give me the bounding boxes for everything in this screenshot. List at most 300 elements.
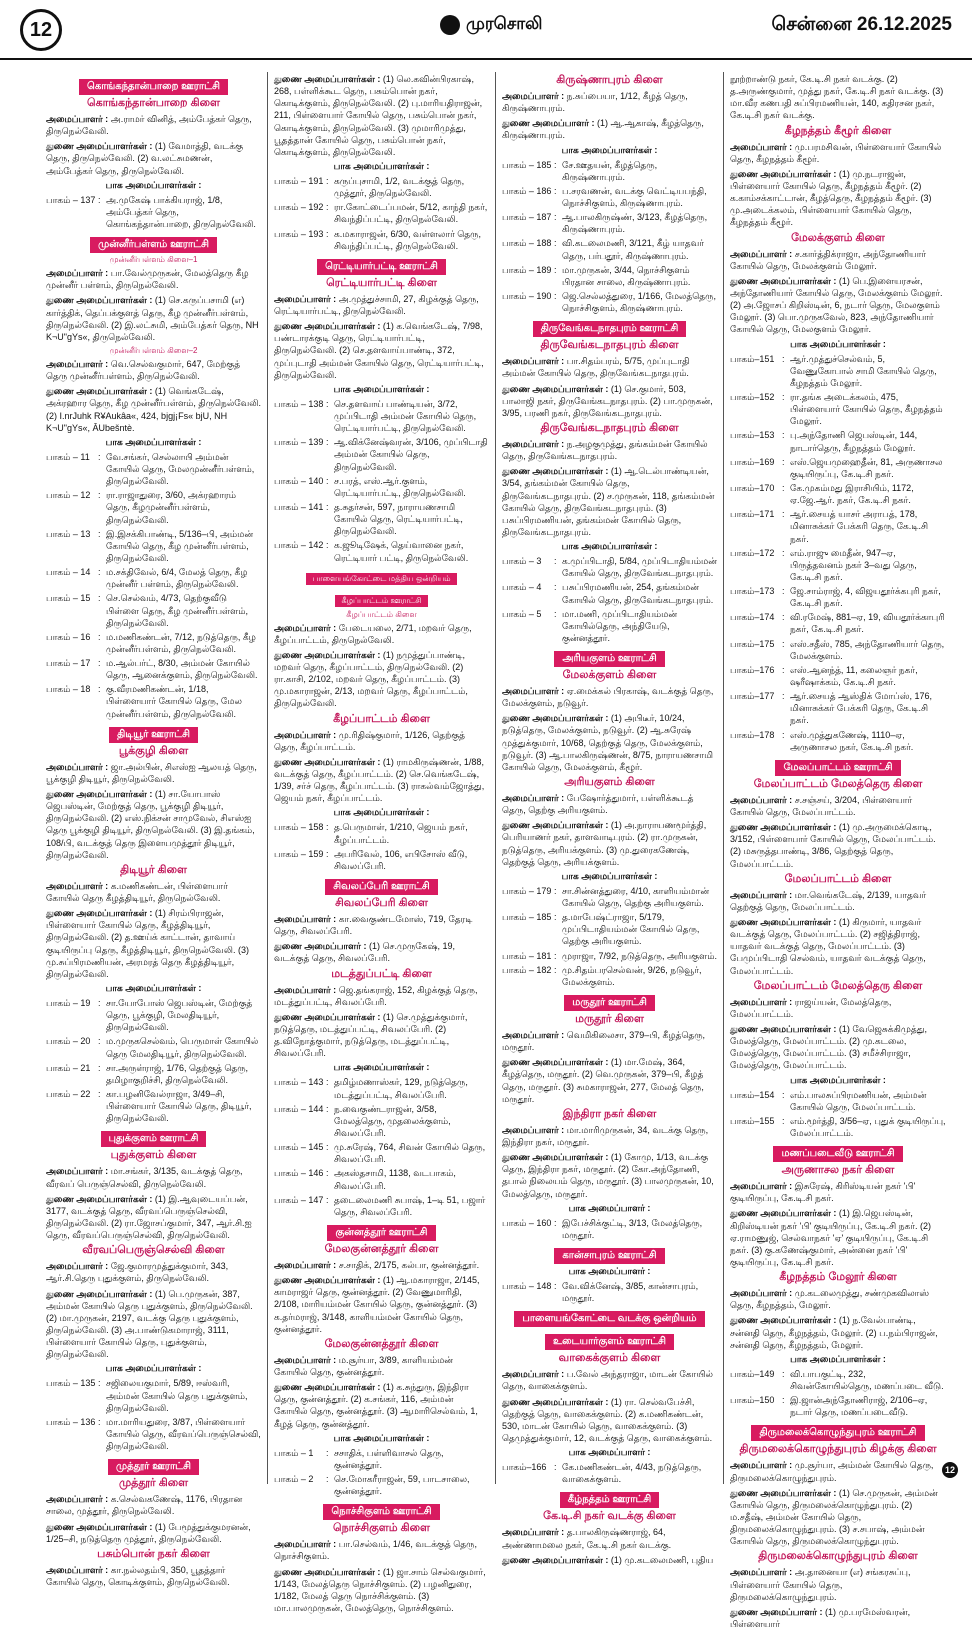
booth-number: பாகம் – 158 [274,822,324,833]
booth-row [274,201,489,225]
role-label: அமைப்பாளர் : [502,438,565,449]
booth-row [46,1416,261,1452]
organiser-entry [730,141,946,165]
role-label: துணை அமைப்பாளர்கள் : [46,1193,153,1204]
organiser-details: (1) ஆ.டெல்பாண்டியன், 3/54, தங்கம்மன் கோயில் தெரு, திருவேங்கடநாதபுரம். (2) ச.முருகன், 118, தங்கம்மன் கோயில் தெரு, திருவேங்கடநாதபுரம். (3) பசுப்பிரமணியன், தங்கம்மன் கோயில் தெரு, திருவேங்கடநாதபுரம். [502,466,715,537]
organiser-entry [502,117,717,141]
booth-row [274,436,489,472]
section-heading-label: நொச்சிகுளம் ஊராட்சி [323,1504,439,1520]
role-label: துணை அமைப்பாளர்கள் : [502,820,609,831]
organiser-details: (1) இ.ஜெபஸ்டின், கிறிஸ்டியன் நகர் 'பி' குடியிருப்பு, கே.டி.சி நகர். (2) ஏ.ராமணுஜ், செல்வாநகர் 'ஏ' குடியிருப்பு, கே.டி.சி நகர். (3) கு.கணேஷ்குமார், அன்னை நகர் 'பி' குடியிருப்பு, கே.டி.சி நகர். [730,1208,931,1267]
organiser-details: நூற்றாண்டு நகர், கே.டி.சி நகர் வடக்கு. (2) த.அருண்குமார், முத்து நகர், கே.டி.சி நகர் வடக்கு. (3) மா.வீர கணபதி சுப்பிரமணியன், 140, கதிரசன நகர், கே.டி.சி நகர் வடக்கு. [730,74,944,121]
booth-number: பாகம் – 15 [46,593,91,604]
organiser-details: அ.தானையா (எ) சங்கரசுப்பு, பிள்ளையார் கோயில் தெரு, திருமலைக்கொழுந்துபுரம். [730,1567,911,1602]
section-heading-label: கான்சாபுரம் ஊராட்சி [554,1248,664,1264]
organiser-details: (1) பேமூத்துக்குமரனன், 1/25–சி, நடுத்தெரு முத்தூர், திருநெல்வேலி. [46,1521,251,1544]
booth-row [46,528,261,564]
branch-title: திருவேங்கடநாதபுரம் கிளை [540,421,679,434]
booth-colon: : [98,1416,101,1427]
booth-number: பாகம் – 193 [274,228,324,239]
booth-row [502,159,717,183]
branch-title: பசும்பொன் நகர் கிளை [97,1547,210,1560]
booth-number: பாகம்–170 [730,482,775,493]
role-label: அமைப்பாளர் : [730,1460,793,1471]
booth-number: பாகம் – 185 [502,912,552,923]
booth-number: பாகம்–154 [730,1089,775,1100]
organiser-entry [274,1274,489,1335]
section-heading [502,1489,717,1508]
organiser-details: மா.மாரிமுருகன், 34, வடக்கு தெரு, இந்திரா நகர், மருதூர். [502,1124,709,1147]
organiser-details: (1) மு.அருமைக்கொடி, 3/152, பிள்ளையார் கோயில் தெரு, மேலப்பாட்டம். (2) மசுருத்தபாண்டி, 3/86, தெற்குத் தெரு, மேலப்பாட்டம். [730,822,936,869]
booth-list-heading: பாக அமைப்பாளர்கள் : [790,1353,886,1364]
section-heading [46,76,261,95]
booth-organiser: க.முப்பிடாதி, 5/84, முப்பிடாதியம்மன் கோயில் தெரு, திருவேங்கடநாதபுரம். [562,556,717,579]
booth-number: பாகம் – 189 [502,264,552,275]
booth-row [274,475,489,499]
organiser-details: (1) சா.யோபாஸ் ஜெபஸ்டின், மேற்குத் தெரு, பூக்குழி திடியூர், திருநெல்வேலி. (2) எஸ்.நிக்சன் சாமுவேல், சிஎஸ்ஐ தெரு பூக்குழி திடியூர், திருநெல்வேலி. (3) இ.தங்கம், 108/பி, வடக்குத் தெரு இளையமுத்தூர் திடியூர், திருநெல்வேலி. [46,789,255,860]
booth-organiser: சா.அருள்ராஜ், 1/76, தெற்குத் தெரு, தமிழாகுறிச்சி, திருநெல்வேலி. [106,1062,249,1085]
booth-list-heading: பாக அமைப்பாளர்கள் : [333,1062,430,1073]
role-label: அமைப்பாளர் : [46,114,109,124]
booth-number: பாகம் – 181 [502,950,552,961]
section-heading-label: மேலப்பாட்டம் ஊராட்சி [775,760,900,776]
organiser-details: மா.வெங்கடேஷ், 2/139, யாதவர் தெற்குத் தெரு, மேலப்பாட்டம். [730,889,927,912]
organiser-details: கா.வைகுண்டமோஸ், 719, தேரடி தெரு, சிவலப்பேரி. [274,914,473,937]
role-label: துணை அமைப்பாளர்கள் : [502,1554,609,1565]
rising-sun-icon [440,15,460,35]
section-heading [502,1245,717,1264]
booth-list-heading: பாக அமைப்பாளர்கள் : [790,1074,886,1085]
role-label: அமைப்பாளர் : [274,622,337,633]
role-label: துணை அமைப்பாளர்கள் : [46,789,153,800]
booth-colon: : [326,1077,329,1088]
role-label: அமைப்பாளர் : [502,91,565,101]
organiser-details: (1) ஆ.மகாராஜா, 2/145, காமராஜர் தெரு, குன்னத்தூர். (2) வேணுமாரிதி, 2/108, மாரியம்மன் கோயில் தெரு, குன்னத்தூர். (3) க.தர்மராஜ், 3/148, காளியம்மன் கோயில் தெரு, குன்னத்தூர். [274,1275,480,1334]
branch-title: இந்திரா நகர் கிளை [562,1107,657,1120]
booth-colon: : [782,1395,785,1406]
booth-organiser: கருப்புசாமி, 1/2, வடக்குத் தெரு, முத்தூர், திருநெல்வேலி. [334,175,465,199]
booth-row [730,547,946,583]
booth-number: பாகம் – 21 [46,1062,91,1073]
organiser-details: அ.முத்துச்சாமி, 27, கிழக்குத் தெரு, ரெட்டியார்பட்டி, திருநெல்வேலி. [274,293,479,316]
booth-colon: : [98,1036,101,1047]
organiser-details: இசுரேஷ், கிரிஸ்டியன் நகர் 'பி' குடியிருப்பு, கே.டி.சி நகர். [730,1181,916,1204]
booth-colon: : [554,556,557,567]
section-heading-label: திருமலைக்கொழுந்துபுரம் ஊராட்சி [751,1425,924,1441]
booth-number: பாகம் – 143 [274,1077,324,1088]
booth-organiser: செ.தளவாய் பாண்டியன், 3/72, முப்பிடாதி அம்மன் கோயில் தெரு, ரெட்டியார்பட்டி, திருநெல்வேலி. [334,398,477,434]
booth-number: பாகம் – 139 [274,437,324,448]
organiser-entry [502,685,717,709]
booth-colon: : [554,212,557,223]
booth-number: பாகம்–171 [730,509,775,520]
section-heading-label: முன்னீர்பள்ளம் ஊராட்சி [90,237,217,253]
booth-organiser: வே.சங்கர், செல்லாயி அம்மன் கோயில் தெரு, மேலமுன்னீர்பள்ளம், திருநெல்வேலி. [106,451,255,487]
role-label: அமைப்பாளர் : [730,1181,793,1192]
booth-organiser: க.ஜூடிஷேக், தெய்வானை நகர், ரெட்டியார் பட்டி, திருநெல்வேலி. [334,540,469,563]
booth-colon: : [554,912,557,923]
organiser-entry [46,1165,261,1189]
booth-colon: : [326,175,329,186]
booth-row [274,1473,489,1497]
role-label: அமைப்பாளர் : [46,1261,109,1272]
organiser-details: (1) நமுத்துப்பாண்டி, மறவர் தெரு, கீழப்பாட்டம், திருநெல்வேலி. (2) ரா.காசி, 2/102, மறவர் தெரு, கீழப்பாட்டம். (3) மு.மகாராஜன், 2/13, மறவர் தெரு, கீழப்பாட்டம், திருநெல்வேலி. [274,649,468,709]
booth-row [730,508,946,544]
role-label: துணை அமைப்பாளர்கள் : [730,917,837,928]
organiser-entry [274,756,489,805]
section-heading-label: சிவலப்பேரி ஊராட்சி [325,879,437,895]
booth-colon: : [782,509,785,520]
role-label: துணை அமைப்பாளர்கள் : [274,321,381,332]
booth-organiser: செ.மோகரீராஜன், 59, பாடசாலை, குன்னத்தூர். [334,1473,470,1497]
organiser-details: (1) மா.மேஷ், 364, கீழத்தெரு, மருதூர். (2) வெ.முருகன், 379–பி, கீழத் தெரு, மருதூர். (3) சுமகாராஜன், 277, மேலத் தெரு, மருதூர். [502,1057,704,1104]
section-heading-label: மணப்படைவீடு ஊராட்சி [773,1146,902,1162]
booth-number: பாகம்–152 [730,391,775,402]
booth-list-heading: பாக அமைப்பாளர்கள் : [105,179,202,190]
role-label: அமைப்பாளர் : [502,686,565,697]
column-2 [268,72,496,1613]
organiser-details: (1) பெ.இளையரசன், அந்தோணியார் கோயில் தெரு, மேலக்குளம் மேலூர். (2) அ.ஜோசப் கிறிஸ்டின், 6, நடார் தெரு, மேலகுளம் மேலூர். (3) பொ.முருகவேல், 823, அந்தோணியார் கோயில் தெரு, மேலகுளம் மேலூர். [730,275,943,335]
booth-colon: : [782,456,785,467]
booth-number: பாகம் – 11 [46,451,90,462]
booth-colon: : [782,612,785,623]
section-heading-label: திடியூர் ஊராட்சி [109,727,198,743]
organiser-entry [730,794,946,818]
organiser-entry [502,712,717,773]
branch-title: அரியகுளம் கிளை [564,776,655,789]
booth-number: பாகம்–151 [730,353,775,364]
booth-colon: : [98,490,101,501]
booth-organiser: எம்.மூர்த்தி, 3/56–ஏ, புதுக் குடியிருப்பு, மேலப்பாட்டம். [790,1115,946,1138]
organiser-entry [46,267,261,291]
organiser-entry [274,913,489,937]
section-heading-label: கொங்கந்தான்பாறை ஊராட்சி [79,79,228,95]
booth-number: பாகம் – 186 [502,185,552,196]
booth-number: பாகம் – 135 [46,1378,96,1389]
booth-organiser: மா.முருகன், 3/44, நொச்சிகுளம் பிரதான சாலை, கிருஷ்ணாபுரம். [562,264,691,287]
booth-organiser: வி.கடலைமணி, 3/121, கீழ் யாதவர் தெரு, பர்பதூர், கிருஷ்ணாபுரம். [562,238,704,261]
booth-row [274,228,489,252]
branch-subtitle: கீழப்பாட்டம் கிளை [346,609,417,619]
booth-organiser: ரா.ராஜாதுரை, 3/60, அக்ரஹாரம் தெரு, கீழமுன்னீர்பள்ளம், திருநெல்வேலி. [106,490,236,525]
booth-colon: : [782,691,785,702]
organiser-details: (1) க.வெங்கடேஷ், 7/98, பண்டாரக்குடி தெரு, ரெட்டியார்பட்டி, திருநெல்வேலி. (2) செ.தளவாய்பாண்டி, 372, முப்புடாதி அம்மன் கோயில் தெரு, ரெட்டியார்பட்டி, திருநெல்வேலி. [274,321,484,380]
booth-organiser: வி.பாபகுட்டி, 232, சிவன்கோயில்தெரு, மணப்படை வீடு. [790,1368,944,1391]
booth-list-heading: பாக அமைப்பாளர்கள் : [790,338,886,349]
booth-organiser: கே.மணிகண்டன், 4/43, நடுத்தெரு, வாகைக்குளம். [562,1462,702,1485]
organiser-entry [730,1459,946,1483]
booth-organiser: மா.மணி, முப்பிடாதியம்மன் கோயில்தெரு, அந்தியேடு, குன்னத்தூர். [562,608,678,643]
organiser-details: (1) ஜா.சாம் செல்வகுமார், 1/143, மேலத்தெரு நொச்சிகுளம். (2) பழனிதுரை, 1/182, மேலத் தெரு நொச்சிக்குளம். (3) மா.பாலமுருகன், மேலத்தெரு, நொச்சிகுளம். [274,1566,486,1613]
role-label: துணை அமைப்பாளர்கள் : [502,383,609,394]
booth-colon: : [98,567,101,578]
booth-colon: : [782,664,785,675]
branch-title: கே.டி.சி நகர் வடக்கு கிளை [543,1510,676,1523]
booth-number: பாகம்–177 [730,691,775,702]
organiser-details: அ.ராமர் வினித், அம்பேத்கர் தெரு, திருநெல்வேலி. [46,114,252,137]
booth-colon: : [782,482,785,493]
organiser-details: மு.ரிதிஷ்குமார், 1/126, தெற்குத் தெரு, கீழப்பாட்டம். [274,729,466,752]
organiser-entry [502,1396,717,1445]
role-label: துணை அமைப்பாளர்கள் : [730,275,837,286]
booth-row [730,429,946,453]
booth-organiser: அ.முகேஷ் பாக்கியராஜ், 1/8, அம்பேத்கர் தெரு, கொங்கந்தான்பாறை, திருநெல்வேலி. [106,194,256,229]
booth-organiser: சஜிலையகுமார், 5/89, ஈஸ்வரி, அம்மன் கோயில் தெரு புதுக்குளம், திருநெல்வேலி. [106,1378,248,1413]
booth-number: பாகம் – 144 [274,1103,324,1114]
role-label: அமைப்பாளர் : [46,761,109,772]
booth-organiser: சா.சின்னத்துரை, 4/10, காளியம்மான் கோயில் தெரு, தெற்கு அரியகுளம். [562,885,710,909]
organiser-details: ஜெ.தங்கராஜ், 152, கிழக்குத் தெரு, மடத்துப்பட்டி, சிவலப்பேரி. [274,984,478,1007]
section-heading [46,724,261,743]
branch-title: ரெட்டியார்பட்டி கிளை [326,276,437,289]
booth-colon: : [326,848,329,859]
organiser-details: ஏ.மைக்கல் பிரகாஷ், வடக்குத் தெரு, மேலக்குளம், நடுவூர். [502,686,714,709]
organiser-details: ச.சஞ்சய், 3/204, பிள்ளையார் கோயில் தெரு, மேலப்பாட்டம். [730,794,913,818]
booth-colon: : [98,1378,101,1389]
booth-row [502,211,717,235]
role-label: துணை அமைப்பாளர்கள் : [46,1521,153,1532]
booth-row [502,555,717,579]
role-label: அமைப்பாளர் : [46,268,109,279]
booth-colon: : [326,437,329,448]
booth-colon: : [554,608,557,619]
organiser-entry [730,1287,946,1311]
organiser-entry [730,916,946,977]
booth-row [274,501,489,537]
role-label: அமைப்பாளர் : [502,793,565,804]
organiser-details: கா.நல்லதம்பி, 350, பூதத்தார் கோயில் தெரு, கொடிக்குளம், திருநெல்வேலி. [46,1564,230,1587]
section-heading [274,256,489,275]
booth-number: பாகம் – 22 [46,1089,91,1099]
booth-number: பாகம் – 142 [274,540,324,551]
role-label: அமைப்பாளர் : [46,358,109,369]
booth-colon: : [326,475,329,486]
section-heading [46,1128,261,1147]
booth-number: பாகம் – 145 [274,1142,324,1153]
booth-number: பாகம் – 141 [274,501,324,512]
booth-number: பாகம் – 182 [502,964,552,975]
booth-organiser: எஸ்.ஜெயமுஹைதீன், 81, அருணாசல குடியிருப்பு, கே.டி.சி நகர். [790,456,943,479]
booth-number: பாகம் – 187 [502,212,552,223]
organiser-entry [730,1566,946,1602]
booth-colon: : [326,202,329,213]
booth-row [730,611,946,635]
organiser-entry [46,385,261,434]
organiser-entry [730,1023,946,1072]
booth-number: பாகம் – 160 [502,1217,552,1228]
section-subheading-label: கீழப்பாட்டம் ஊராட்சி [335,595,427,607]
role-label: துணை அமைப்பாளர்கள் : [274,1275,381,1286]
organiser-details: ஜா.அல்பின், சிஎஸ்ஐ ஆலயத் தெரு, பூக்குழி திடியூர், திருநெல்வேலி. [46,761,257,784]
section-heading [730,1143,946,1162]
booth-number: பாகம்–155 [730,1115,775,1126]
organiser-entry [274,1566,489,1615]
booth-colon: : [98,998,101,1009]
role-label: துணை அமைப்பாளர்கள் : [46,386,153,397]
branch-title: வாகைக்குளம் கிளை [558,1352,661,1365]
role-label: துணை அமைப்பாளர்கள் : [730,168,837,179]
booth-colon: : [554,582,557,593]
role-label: அமைப்பாளர் : [46,880,109,891]
booth-number: பாகம் – 138 [274,398,324,409]
organiser-details: (1) வெங்கடேஷ், அக்ரஹார தெரு, கீழ முன்னீர்பள்ளம், திருநெல்வேலி. (2) I.nrJuhk R¥Aukâa«, 424, bjgj¡Fs« bjU, NH K¬U"gYs«, ÂUbešntè. [46,386,261,433]
role-label: அமைப்பாளர் : [502,356,565,367]
role-label: அமைப்பாளர் : [730,141,793,152]
section-heading-label: குன்னத்தூர் ஊராட்சி [327,1225,435,1241]
branch-title: திருமலைக்கொழுந்துபுரம் கிழக்கு கிளை [739,1443,937,1456]
booth-list-heading: பாக அமைப்பாளர்கள் : [333,807,430,818]
organiser-entry [502,792,717,816]
section-heading [730,757,946,776]
organiser-entry [730,1180,946,1204]
branch-title: திருவேங்கடநாதபுரம் கிளை [540,339,679,352]
booth-organiser: ஆர்.முத்துச்செல்வம், 5, வேணுகோபால் சாமி கோயில் தெரு, கீழநத்தம் மேலூர். [790,353,937,388]
role-label: அமைப்பாளர் : [274,914,337,925]
section-heading-label: கீழ்நத்தம் ஊராட்சி [560,1492,659,1508]
booth-colon: : [98,593,101,604]
organiser-details: (1) இ.ஆவுடையப்பன், 3177, வடக்குத் தெரு, வீரவப்பெருஞ்செல்வி, திருநெல்வேலி. (2) ரா.ஜோசப்குமார், 347, ஆர்.சி.ஐ தெரு, வீரவப்பெருஞ்செல்வி, திருநெல்வேலி. [46,1193,252,1241]
organiser-entry [46,140,261,176]
organiser-entry [46,1521,261,1545]
role-label: அமைப்பாளர் : [274,1259,337,1270]
organiser-entry [274,729,489,753]
branch-title: மேலப்பாட்டம் மேலத்தெரு கிளை [753,777,923,790]
organiser-entry [46,1260,261,1284]
booth-organiser: ம.ஆல்பர்ட், 8/30, அம்மன் கோயில் தெரு, ஆனைக்குளம், திருநெல்வேலி. [106,658,258,681]
organiser-entry [274,1354,489,1378]
organiser-details: த.பாலகிருஷ்ணராஜ், 64, அண்ணாமலை நகர், கே.டி.சி நகர் வடக்கு. [502,1527,672,1550]
booth-row [502,885,717,909]
role-label: அமைப்பாளர் : [274,293,337,304]
organiser-details: ந.அழகுமுத்து, தங்கம்மன் கோயில் தெரு, திருவேங்கடநாதபுரம். [502,438,708,462]
booth-organiser: எம்.பாலசுப்பிரமணியன், அம்மன் கோயில் தெரு, மேலப்பாட்டம். [790,1089,927,1112]
organiser-details: (1) ந.வேல்பாண்டி, சன்னதி தெரு, கீழநத்தம், மேலூர். (2) ப.நம்பிராஜன், சன்னதி தெரு, கீழநத்தம், மேலூர். [730,1315,938,1350]
booth-number: பாகம் – 136 [46,1416,96,1427]
booth-colon: : [782,353,785,364]
booth-organiser: வே.விக்னேஷ், 3/85, கான்சாபுரம், மருதூர். [562,1280,699,1304]
booth-colon: : [326,501,329,512]
organiser-entry [730,1487,946,1548]
role-label: துணை அமைப்பாளர்கள் : [730,1315,837,1326]
booth-colon: : [782,430,785,441]
booth-organiser: சா.யோபோஸ் ஜெபஸ்டின், மேற்குத் தெரு, பூக்குழி, மேலதிடியூர், திருநெல்வேலி. [106,998,253,1033]
booth-row [730,482,946,506]
booth-number: பாகம் – 14 [46,567,91,578]
organiser-entry [730,248,946,272]
branch-title: மடத்துப்பட்டி கிளை [331,967,432,980]
booth-row [502,185,717,209]
booth-colon: : [782,1089,785,1100]
booth-row [502,290,717,314]
organiser-details: ந.சுப்பையா, 1/12, கீழத் தெரு, கிருஷ்ணாபுரம். [502,91,688,114]
booth-organiser: கு.வீரமணிகண்டன், 1/18, பிள்ளையார் கோயில் தெரு, மேல முன்னீர்பள்ளம், திருநெல்வேலி. [106,684,242,719]
booth-organiser: த.பெருமாள், 1/210, ஜெயம் நகர், கீழப்பாட்டம். [334,822,468,845]
booth-row [46,592,261,628]
organiser-details: (1) ராமகிருஷ்ணன், 1/88, வடக்குத் தெரு, கீழப்பாட்டம். (2) செ.வெங்கடேஷ், 1/39, சர்ச் தெரு, கீழப்பாட்டம். (3) ராகல்வம்ஜோத்து, ஜெயம் நகர், கீழப்பாட்டம். [274,756,485,804]
organiser-entry [274,320,489,381]
branch-title: மேலப்பாட்டம் கிளை [784,872,892,885]
booth-number: பாகம் – 20 [46,1036,91,1047]
organiser-entry [46,761,261,785]
booth-colon: : [554,1280,557,1291]
organiser-details: ம.சூர்யா, 3/89, காளியம்மன் கோயில் தெரு, குன்னத்தூர். [274,1354,454,1377]
role-label: துணை அமைப்பாளர்கள் : [274,1566,381,1577]
booth-colon: : [554,264,557,275]
booth-colon: : [326,1168,329,1179]
organiser-details: (1) ரா. செல்வபேச்சி, தெற்குத் தெரு, வாகைக்குளம். (2) க.மணிகண்டன், 530, மாடன் கோயில் தெரு, வாகைக்குளம். (3) தெமுத்துக்குமார், 12, வடக்குத் தெரு, வாகைக்குளம். [502,1396,713,1443]
role-label: துணை அமைப்பாளர்கள் : [274,1011,381,1022]
booth-row [46,1035,261,1059]
booth-row [730,391,946,427]
booth-row [274,398,489,434]
organiser-entry [274,940,489,964]
section-subheading [274,568,489,586]
organiser-details: ஜே.குமாரமுத்துக்குமார், 343, ஆர்.சி.தெரு புதுக்குளம், திருநெல்வேலி. [46,1261,229,1284]
booth-organiser: ம.மணிகண்டன், 7/12, நடுத்தெரு, கீழ முன்னீர்பள்ளம், திருநெல்வேலி. [106,631,256,654]
booth-row [46,566,261,590]
booth-organiser: முராஜா, 7/92, நடுத்தெரு, அரியகுளம். [562,950,717,961]
organiser-details: பா.சிதம்பரம், 5/75, முப்புடாதி அம்மன் கோயில் தெரு, திருவேங்கடநாதபுரம். [502,356,690,379]
booth-colon: : [554,238,557,249]
organiser-details: (1) சிரம்பிராஜன், பிள்ளையார் கோயில் தெரு, கீழத்திடியூர், திருநெல்வேலி. (2) த.ஊய்க் காட்டான், தாவாய் குடியிருப்பு தெரு, கீழத்திடியூர், திருநெல்வேலி. (3) மு.சுப்பிரமணியன், அரமரத் தெரு கீழத்திடியூர், திருநெல்வேலி. [46,908,249,979]
section-heading [502,318,717,337]
booth-number: பாகம்–173 [730,586,775,597]
role-label: துணை அமைப்பாளர்கள் : [730,1024,837,1034]
organiser-details: மா.சங்கர், 3/135, வடக்குத் தெரு, வீரவப் பெருஞ்செல்வி, திருநெல்வேலி. [46,1166,243,1189]
booth-row [274,1167,489,1191]
role-label: துணை அமைப்பாளர்கள் : [274,1382,381,1393]
role-label: துணை அமைப்பாளர்கள் : [274,649,381,660]
organiser-details: மு.சூர்யா, அம்மன் கோயில் தெரு, திருமலைக்கொழுந்துபுரம். [730,1460,934,1483]
booth-organiser: ஆ.விக்னேஷ்வரன், 3/106, முப்பிடாதி அம்மன் கோயில் தெரு, திருநெல்வேலி. [334,437,488,472]
booth-row [502,608,717,644]
organiser-details: (1) ஆ.ஆகாஷ், கீழத்தெரு, கிருஷ்ணாபுரம். [502,118,704,141]
column-3 [496,72,724,1565]
booth-row [502,911,717,947]
organiser-entry [730,1314,946,1350]
booth-organiser: மு.சிதம்பரசெல்வன், 9/26, நடுவூர், மேலக்குளம். [562,964,702,987]
section-heading [502,648,717,667]
booth-list-heading: பாக அமைப்பாளர்கள் : [105,1363,202,1374]
booth-row [730,1394,946,1418]
booth-row [274,1103,489,1139]
booth-number: பாகம் – 19 [46,998,91,1009]
booth-number: பாகம் – 147 [274,1194,324,1205]
booth-organiser: தடைலைமணி சுபாஷ், 1–டி 51, பஜார் தெரு, சிவலப்பேரி. [334,1194,486,1217]
organiser-details: (1) மு.நடராஜன், பிள்ளையார் கோயில் தெரு, கீழநத்தம் கீழூர். (2) க.காம்சக்காட்டான், கீழத்தெரு, கீழநத்தம் கீழூர். (3) மு.அடைக்கலம், பிள்ளையார் கோயில் தெரு, கீழநத்தம் கீழூர். [730,168,932,228]
booth-number: பாகம் – 4 [502,582,542,593]
branch-title: மருதூர் கிளை [575,1013,644,1026]
branch-title: கீழநத்தம் கீழூர் கிளை [784,124,892,137]
organiser-entry [730,168,946,229]
branch-title: வீரவப்பெருஞ்செல்வி கிளை [82,1244,225,1257]
booth-list-heading: பாக அமைப்பாளர்கள் : [105,983,202,994]
role-label: அமைப்பாளர் : [46,1564,109,1575]
section-heading-label: அரியகுளம் ஊராட்சி [554,651,664,667]
role-label: அமைப்பாளர் : [730,1288,793,1299]
branch-title: சிவலப்பேரி கிளை [335,897,428,910]
organiser-details: பேடையலை, 2/71, மறவர் தெரு, கீழப்பாட்டம், திருநெல்வேலி. [274,622,472,645]
organiser-details: (1) கிருமார், யாதவர் வடக்குத் தெரு, மேலப்பாட்டம். (2) சஜித்திராஜ், யாதவர் வடக்குத் தெரு, மேலப்பாட்டம். (3) பேமுப்பிடாதி செல்வம், யாதவர் வடக்குத் தெரு, மேலப்பாட்டம். [730,917,926,976]
booth-organiser: ஜெ.செல்லத்துரை, 1/166, மேலத்தெரு, நொச்சிகுளம், கிருஷ்ணாபுரம். [562,290,716,314]
role-label: துணை அமைப்பாளர்கள் : [730,1208,837,1219]
section-heading [274,876,489,895]
organiser-entry [274,1538,489,1562]
role-label: அமைப்பாளர் : [730,794,793,805]
booth-number: பாகம் – 188 [502,238,552,249]
branch-title: புதுக்குளம் கிளை [110,1149,197,1162]
role-label: அமைப்பாளர் : [502,1527,565,1538]
